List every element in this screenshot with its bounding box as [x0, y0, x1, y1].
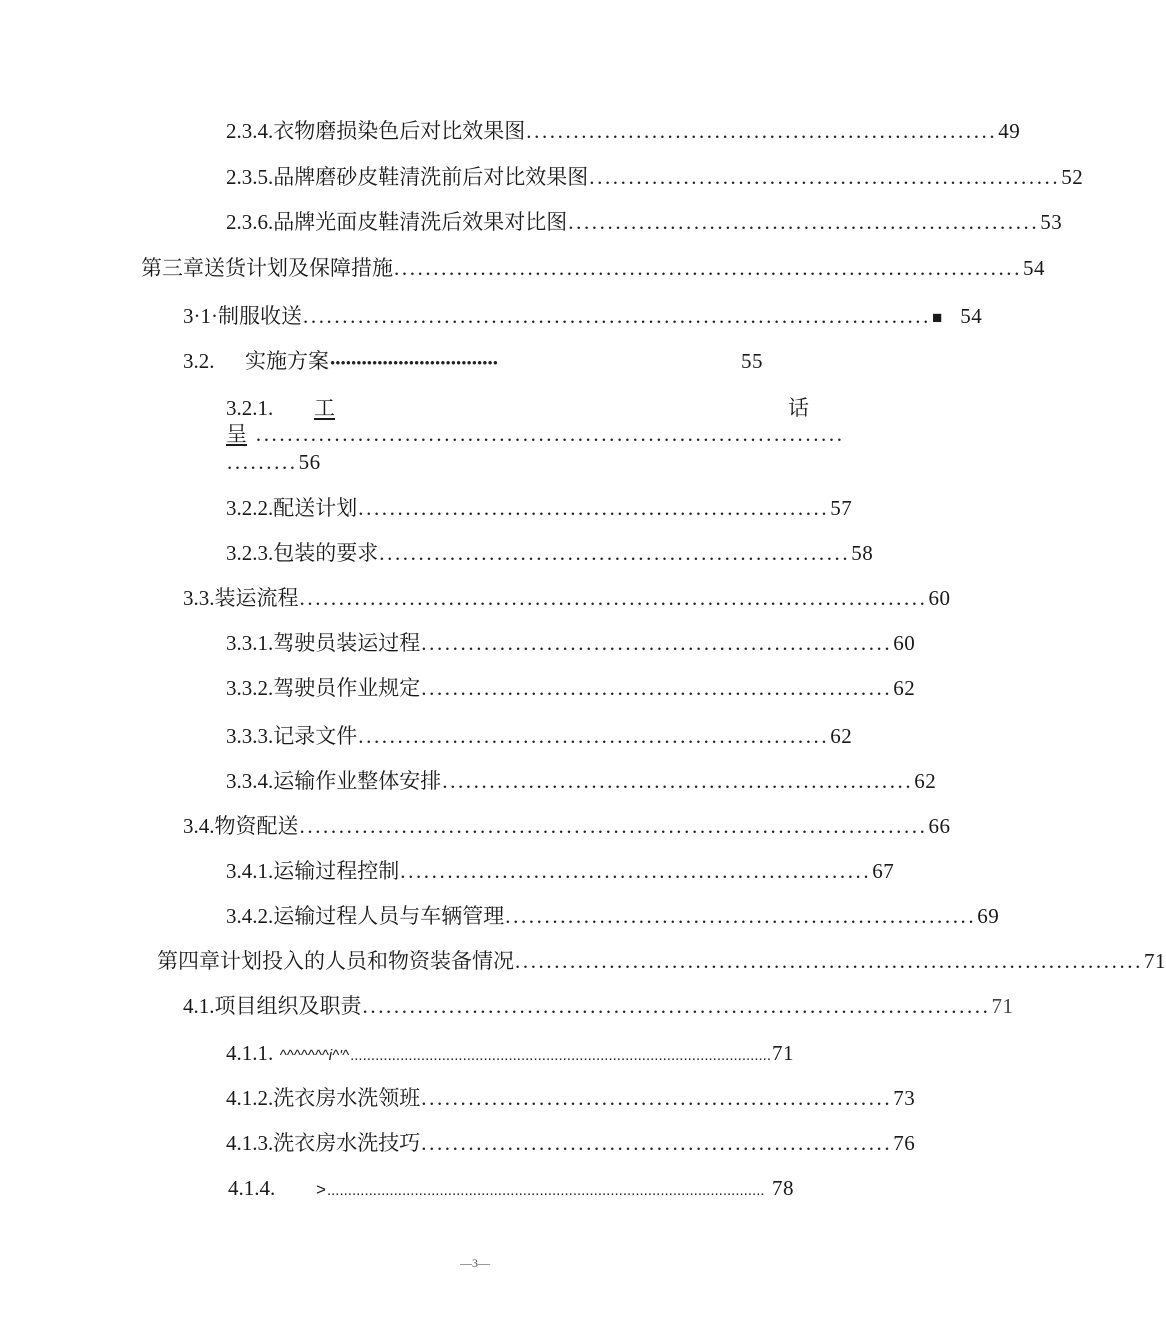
dot-leader: ................................................................................: [362, 994, 991, 1018]
toc-entry-title: 品牌光面皮鞋清洗后效果对比图: [273, 210, 568, 234]
toc-entry-page: 69: [977, 904, 1000, 928]
page-number-footer: —3—: [460, 1256, 490, 1270]
toc-entry-title-end: 话: [788, 396, 809, 420]
toc-entry-4-1-4[interactable]: [228, 1175, 794, 1204]
dot-leader: ............................................................: [589, 165, 1061, 189]
toc-entry-3-2-3[interactable]: [226, 540, 874, 566]
dot-leader: ............................................................: [421, 1086, 893, 1110]
dot-leader: ............................................................: [421, 676, 893, 700]
toc-entry-3-3-2[interactable]: [226, 675, 916, 701]
toc-entry-title: 洗衣房水洗领班: [273, 1086, 421, 1110]
toc-entry-title: 第四章计划投入的人员和物资装备情况: [157, 949, 514, 973]
toc-entry-title: 包装的要求: [273, 541, 379, 565]
square-marker-icon: ■: [932, 308, 943, 327]
toc-entry-number: 3.2.3.: [226, 541, 274, 565]
toc-entry-title: 运输过程控制: [273, 859, 400, 883]
dot-leader: .........................................................................................................: [326, 1182, 765, 1199]
toc-entry-3-2-1[interactable]: [226, 394, 845, 480]
toc-entry-number: 3.2.2.: [226, 496, 274, 520]
toc-entry-page: 71: [991, 994, 1014, 1018]
toc-entry-number: 4.1.4.: [228, 1176, 276, 1200]
toc-entry-page: 49: [998, 119, 1021, 143]
toc-entry-number: 3.4.1.: [226, 859, 274, 883]
toc-entry-number: 3.3.2.: [226, 676, 274, 700]
toc-entry-2-3-6[interactable]: [226, 209, 1063, 235]
toc-entry-3-3-3[interactable]: [226, 723, 853, 749]
toc-entry-page: 60: [893, 631, 916, 655]
toc-entry-title: 记录文件: [273, 724, 358, 748]
toc-entry-page: 57: [830, 496, 853, 520]
dot-leader: ............................................................: [421, 1131, 893, 1155]
toc-entry-4-1-3[interactable]: [226, 1130, 916, 1156]
toc-entry-3-2-2[interactable]: [226, 495, 853, 521]
dot-leader: ............................................................: [400, 859, 872, 883]
toc-entry-title: 配送计划: [273, 496, 358, 520]
toc-entry-title-start: 工: [314, 396, 335, 420]
toc-entry-number: 2.3.5.: [226, 165, 274, 189]
toc-entry-line-2: [226, 420, 845, 448]
toc-entry-number: 3.3.3.: [226, 724, 274, 748]
toc-entry-page: 56: [298, 450, 321, 474]
toc-entry-number: 3.2.: [183, 349, 215, 373]
toc-entry-line-3: [226, 448, 321, 476]
toc-entry-number: 4.1.1.: [226, 1041, 274, 1065]
toc-entry-4-1-1[interactable]: [226, 1040, 794, 1069]
dot-leader: ................................................................................: [394, 256, 1022, 280]
toc-entry-3-3-4[interactable]: [226, 768, 937, 794]
dot-leader: ............................................................: [379, 541, 851, 565]
toc-entry-page: 55: [741, 349, 763, 373]
toc-entry-page: 66: [928, 814, 951, 838]
toc-entry-3-2[interactable]: [183, 348, 763, 377]
toc-entry-page: 62: [914, 769, 937, 793]
toc-entry-page: 78: [772, 1176, 794, 1200]
toc-entry-3-3-1[interactable]: [226, 630, 916, 656]
dot-leader: ................................................................................: [303, 304, 931, 328]
dot-leader: ............................................................: [526, 119, 998, 143]
toc-entry-number: 4.1.3.: [226, 1131, 274, 1155]
toc-entry-page: 52: [1061, 165, 1084, 189]
toc-entry-title: 项目组织及职责: [214, 994, 362, 1018]
toc-entry-3-3[interactable]: [183, 585, 951, 611]
toc-entry-page: 71: [1144, 949, 1166, 973]
toc-entry-number: 3.2.1.: [226, 396, 274, 420]
bullet-leader: ••••••••••••••••••••••••••••••••: [330, 356, 499, 372]
toc-entry-3-4-2[interactable]: [226, 903, 1000, 929]
toc-entry-4-1-2[interactable]: [226, 1085, 916, 1111]
dot-leader: ............................................................: [358, 724, 830, 748]
toc-entry-2-3-4[interactable]: [226, 118, 1021, 144]
toc-entry-page: 60: [928, 586, 951, 610]
toc-entry-number: 4.1.: [183, 994, 215, 1018]
toc-entry-title: 第三章送货计划及保障措施: [141, 256, 393, 280]
toc-entry-title: >: [316, 1180, 326, 1199]
toc-entry-number: 3.3.4.: [226, 769, 274, 793]
dot-leader: ............................................................: [505, 904, 977, 928]
toc-entry-title: 装运流程: [214, 586, 299, 610]
toc-entry-page: 76: [893, 1131, 916, 1155]
dot-leader: .....................................................................................................: [350, 1047, 771, 1064]
toc-entry-page: 54: [1023, 256, 1045, 280]
toc-entry-number: 3.3.1.: [226, 631, 274, 655]
toc-entry-title: 洗衣房水洗技巧: [273, 1131, 421, 1155]
toc-entry-number: 3.4.: [183, 814, 215, 838]
toc-entry-title: 实施方案: [245, 349, 329, 373]
toc-entry-title: 运输作业整体安排: [273, 769, 442, 793]
toc-entry-chapter-4[interactable]: [157, 948, 1166, 974]
dot-leader: .........: [227, 450, 298, 474]
toc-entry-number: 3.3.: [183, 586, 215, 610]
toc-entry-title: 驾驶员作业规定: [273, 676, 421, 700]
toc-entry-title: 运输过程人员与车辆管理: [273, 904, 505, 928]
toc-entry-3-1[interactable]: [183, 303, 983, 331]
dot-leader: ............................................................: [568, 210, 1040, 234]
toc-entry-title: 衣物磨损染色后对比效果图: [273, 119, 526, 143]
toc-entry-title: 驾驶员装运过程: [273, 631, 421, 655]
toc-entry-title: ^^^^^^^i^'^: [279, 1047, 350, 1064]
dot-leader: ............................................................: [442, 769, 914, 793]
toc-entry-number: 2.3.4.: [226, 119, 274, 143]
toc-entry-page: 54: [960, 304, 983, 328]
toc-entry-2-3-5[interactable]: [226, 164, 1084, 190]
toc-entry-chapter-3[interactable]: [141, 255, 1045, 281]
toc-entry-title-continued: 呈: [226, 422, 247, 446]
dot-leader: ............................................................: [358, 496, 830, 520]
toc-entry-title: 3·1·制服收送: [183, 304, 302, 328]
toc-entry-number: 4.1.2.: [226, 1086, 274, 1110]
toc-entry-number: 2.3.6.: [226, 210, 274, 234]
toc-entry-page: 58: [851, 541, 874, 565]
toc-entry-page: 71: [772, 1041, 794, 1065]
toc-entry-3-4-1[interactable]: [226, 858, 895, 884]
toc-entry-number: 3.4.2.: [226, 904, 274, 928]
toc-entry-4-1[interactable]: [183, 993, 1014, 1019]
toc-entry-page: 62: [893, 676, 916, 700]
dot-leader: ................................................................................: [515, 949, 1143, 973]
dot-leader: ................................................................................: [299, 814, 928, 838]
toc-entry-page: 62: [830, 724, 853, 748]
dot-leader: ...........................................................................: [248, 422, 845, 446]
toc-entry-title: 物资配送: [214, 814, 299, 838]
dot-leader: ................................................................................: [299, 586, 928, 610]
toc-entry-3-4[interactable]: [183, 813, 951, 839]
toc-entry-page: 67: [872, 859, 895, 883]
toc-entry-title: 品牌磨砂皮鞋清洗前后对比效果图: [273, 165, 589, 189]
toc-entry-page: 53: [1040, 210, 1063, 234]
toc-entry-page: 73: [893, 1086, 916, 1110]
toc-entry-line-1: [226, 394, 812, 422]
dot-leader: ............................................................: [421, 631, 893, 655]
